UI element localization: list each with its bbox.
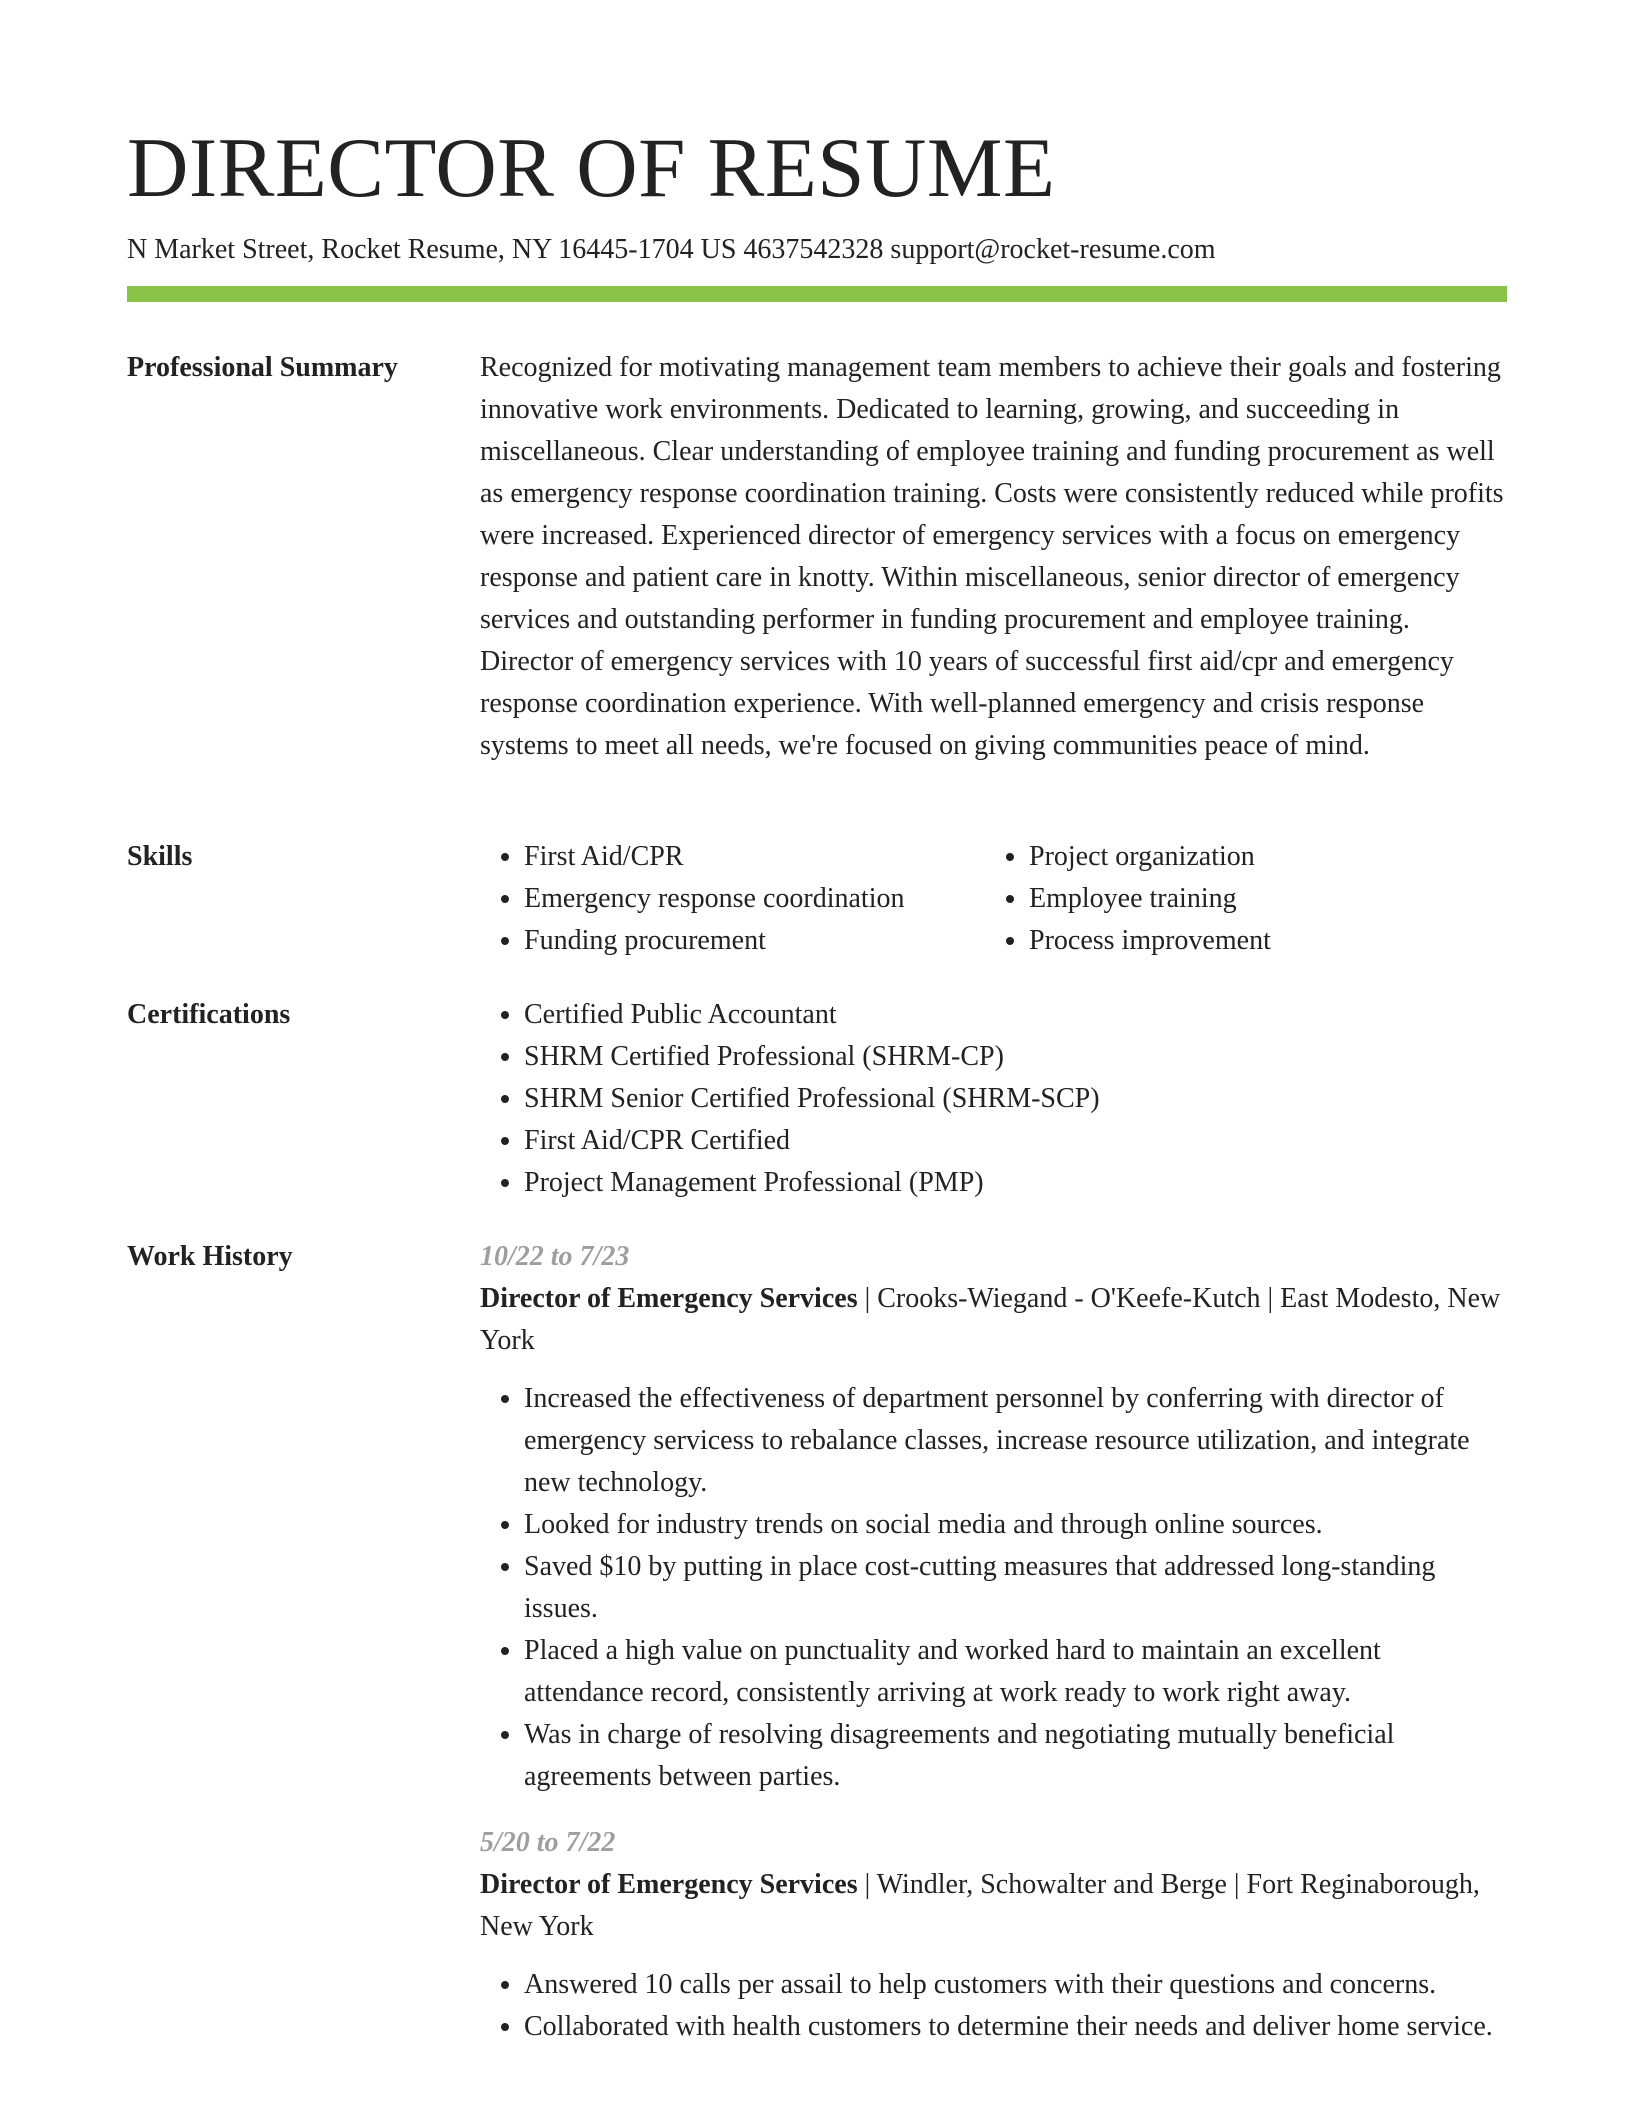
summary-heading: Professional Summary (127, 352, 398, 383)
job-heading (480, 1278, 1507, 1362)
job-entry (480, 1822, 1507, 2048)
job-details: | Crooks-Wiegand - O'Keefe-Kutch | East Modesto, New York (480, 1283, 1501, 1356)
skill-item: • Employee training (1029, 878, 1490, 920)
job-details: | Windler, Schowalter and Berge | Fort Reginaborough, New York (480, 1869, 1480, 1942)
job-bullet: • Increased the effectiveness of department personnel by conferring with director of emergency servicess to rebalance classes, increase resource utilization, and integrate new technology. (524, 1378, 1507, 1504)
skill-item: • Project organization (1029, 836, 1490, 878)
skill-item: • Funding procurement (524, 920, 985, 962)
work-history-body (480, 1236, 1507, 2048)
summary-text: Recognized for motivating management team members to achieve their goals and fostering innovative work environments. Dedicated to learning, growing, and succeeding in miscellaneous. Clear understanding of employee training and funding procurement as well as emergency response coordination training. Costs were consistently reduced while profits were increased. Experienced director of emergency services with a focus on emergency response and patient care in knotty. Within miscellaneous, senior director of emergency services and outstanding performer in funding procurement and employee training. Director of emergency services with 10 years of successful first aid/cpr and emergency response coordination experience. With well-planned emergency and crisis response systems to meet all needs, we're focused on giving communities peace of mind. (480, 352, 1504, 761)
certification-item: • Project Management Professional (PMP) (524, 1162, 1507, 1204)
job-bullet: • Collaborated with health customers to determine their needs and deliver home service. (524, 2006, 1507, 2048)
certification-item: • First Aid/CPR Certified (524, 1120, 1507, 1162)
job-dates: 10/22 to 7/23 (480, 1241, 630, 1272)
job-bullet: • Saved $10 by putting in place cost-cutting measures that addressed long-standing issues. (524, 1546, 1507, 1630)
job-title: Director of Emergency Services (480, 1283, 858, 1314)
job-entry (480, 1236, 1507, 1798)
skill-item: • Emergency response coordination (524, 878, 985, 920)
contact-line: N Market Street, Rocket Resume, NY 16445-1704 US 4637542328 support@rocket-resume.com (127, 234, 1216, 265)
job-bullet: • Answered 10 calls per assail to help customers with their questions and concerns. (524, 1964, 1507, 2006)
skills-column-left (480, 836, 985, 962)
summary-body (480, 347, 1507, 767)
skill-item: • First Aid/CPR (524, 836, 985, 878)
job-bullet: • Was in charge of resolving disagreements and negotiating mutually beneficial agreements between parties. (524, 1714, 1507, 1798)
certification-item: • Certified Public Accountant (524, 994, 1507, 1036)
job-heading (480, 1864, 1507, 1948)
job-bullet-list (480, 1378, 1507, 1798)
job-bullet-list (480, 1964, 1507, 2048)
job-dates: 5/20 to 7/22 (480, 1827, 616, 1858)
resume-name: DIRECTOR OF RESUME (127, 121, 1056, 215)
skills-heading: Skills (127, 841, 193, 872)
skill-item: • Process improvement (1029, 920, 1490, 962)
certification-item: • SHRM Certified Professional (SHRM-CP) (524, 1036, 1507, 1078)
certifications-heading: Certifications (127, 999, 291, 1030)
skills-body (480, 836, 1507, 962)
accent-divider (127, 286, 1507, 302)
certification-item: • SHRM Senior Certified Professional (SHRM-SCP) (524, 1078, 1507, 1120)
work-history-heading: Work History (127, 1241, 293, 1272)
certifications-body (480, 994, 1507, 1204)
skills-column-right (985, 836, 1490, 962)
job-title: Director of Emergency Services (480, 1869, 858, 1900)
job-bullet: • Looked for industry trends on social media and through online sources. (524, 1504, 1507, 1546)
job-bullet: • Placed a high value on punctuality and worked hard to maintain an excellent attendance record, consistently arriving at work ready to work right away. (524, 1630, 1507, 1714)
